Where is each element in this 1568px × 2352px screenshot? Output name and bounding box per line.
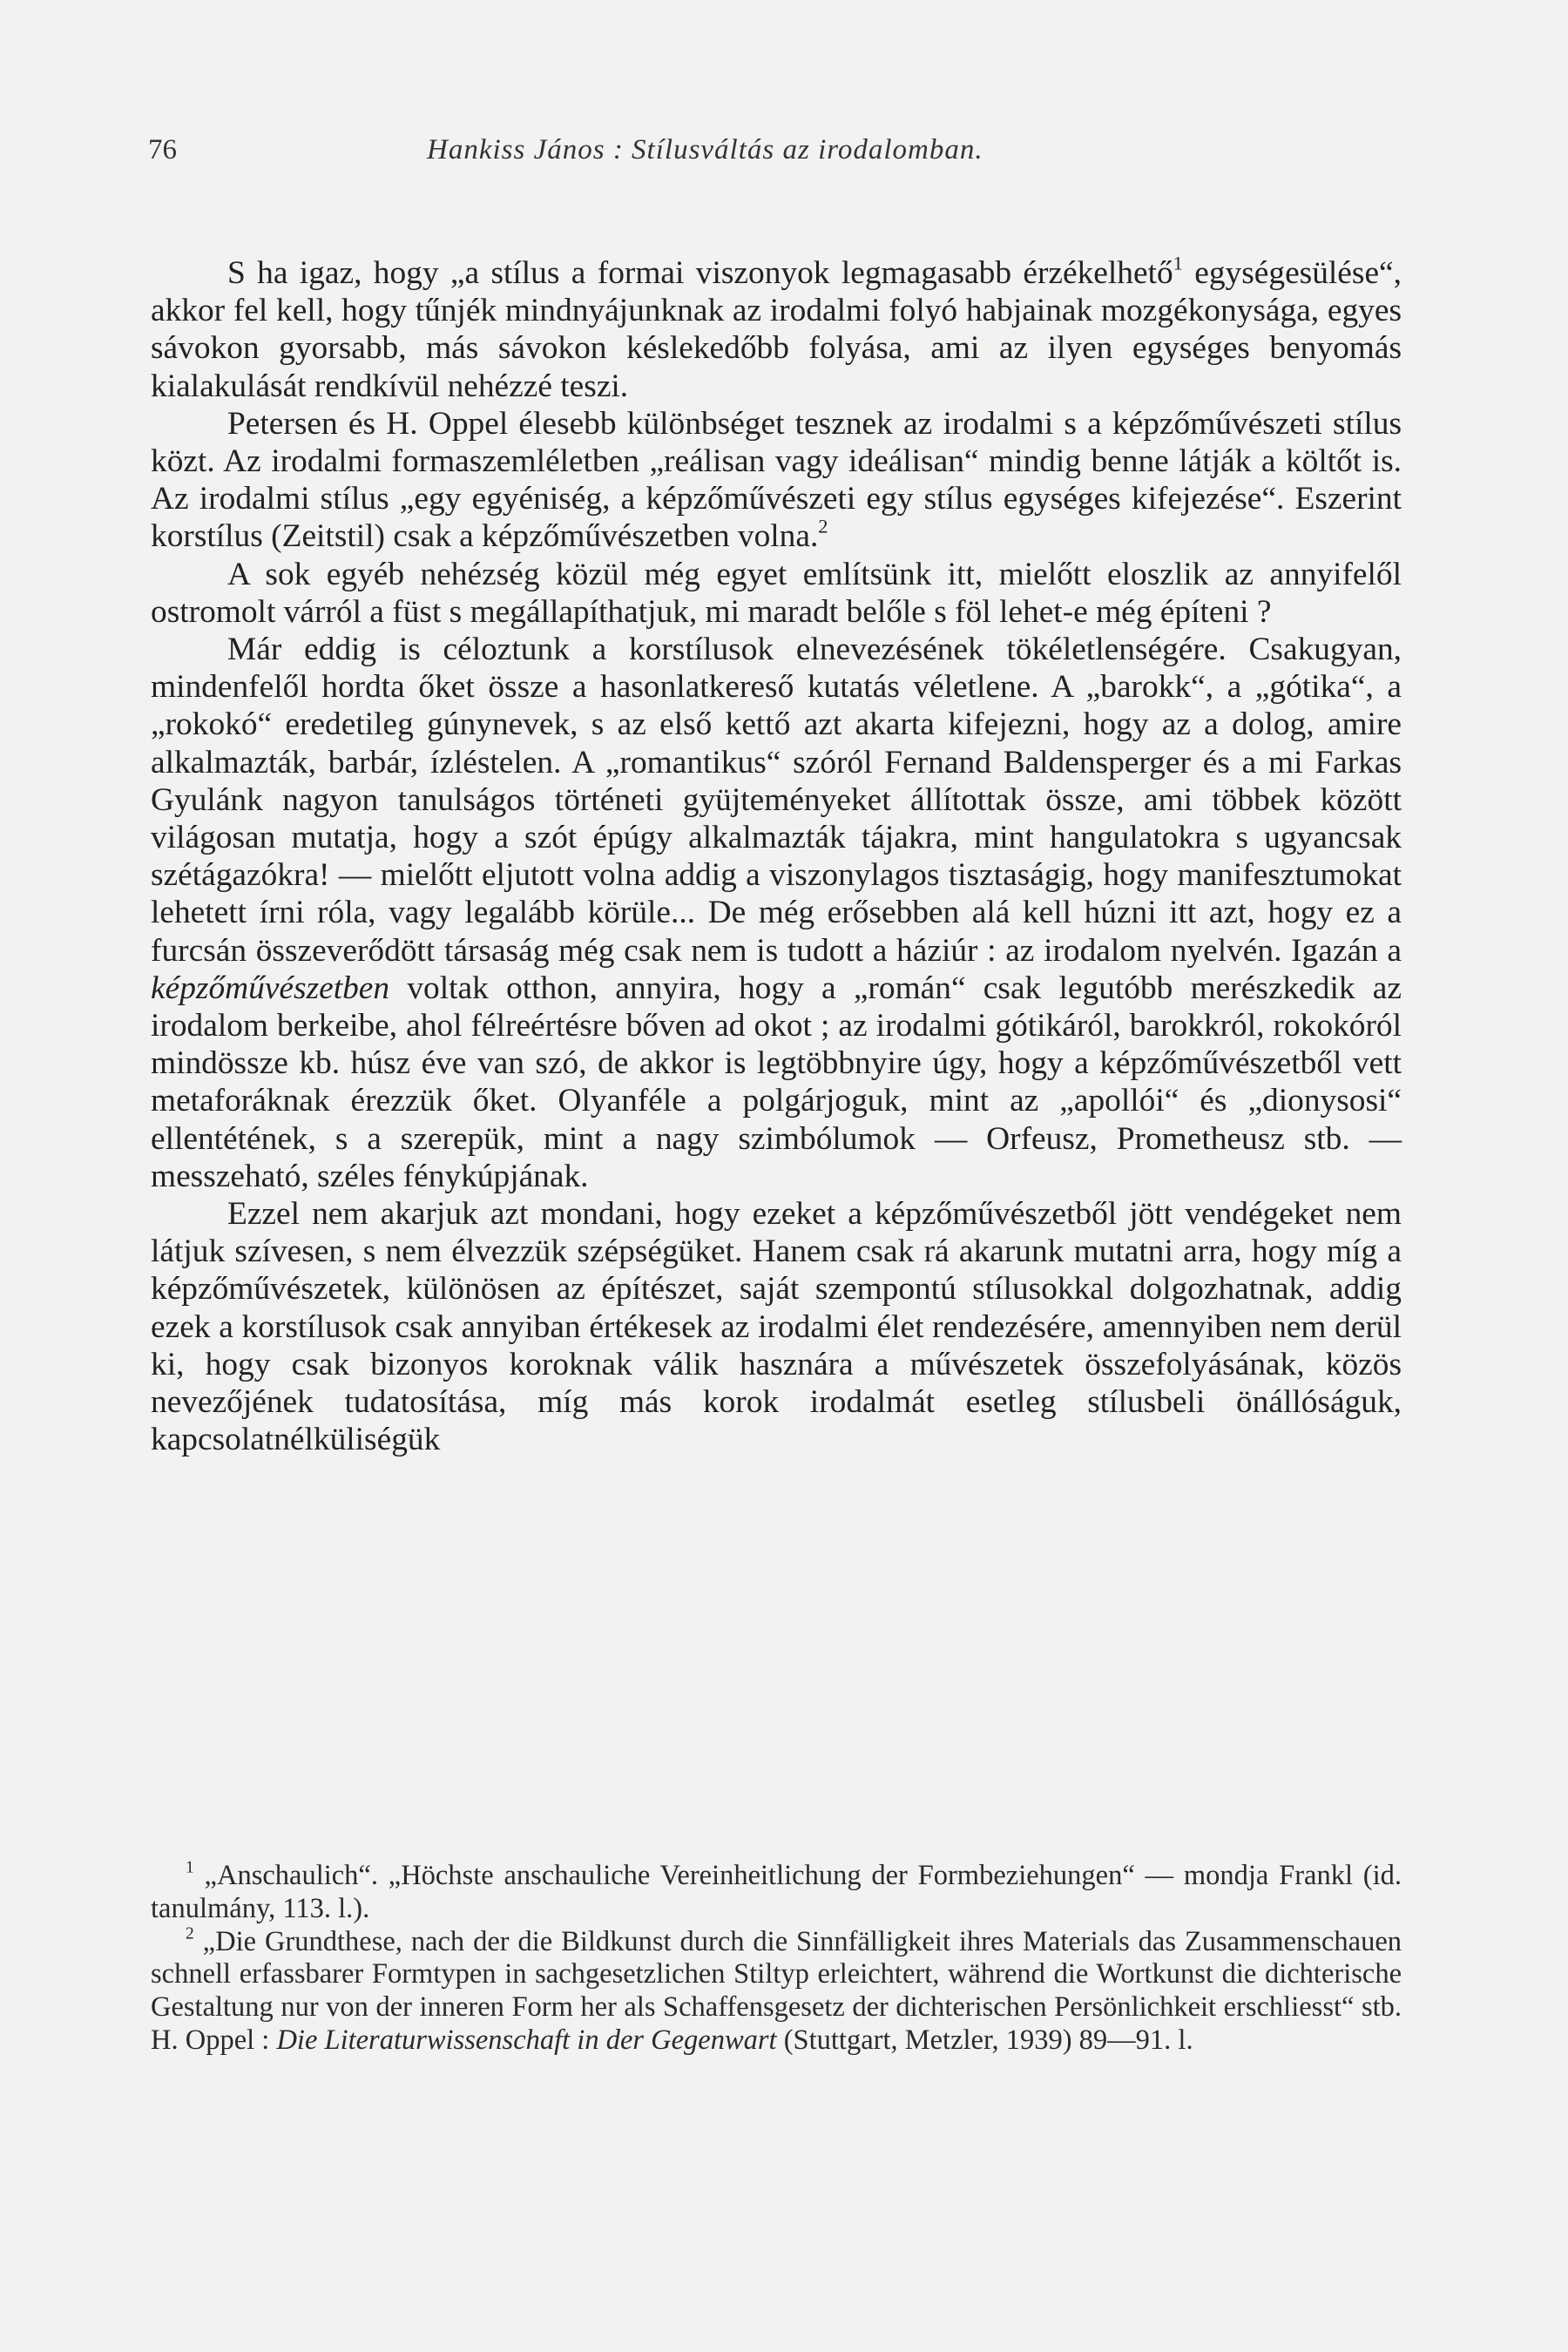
footnote-2 <box>151 1923 1402 2058</box>
paragraph-4 <box>151 631 1402 1195</box>
paragraph-4-part-a: Már eddig is céloztunk a korstílusok elnevezésének tökéletlenségére. Csakugyan, mindenfelől hordta őket össze a hasonlatkereső kutatás véletlene. A „barokk“, a „gótika“, a „rokokó“ eredetileg gúnynevek, s az első kettő azt akarta kifejezni, hogy az a dolog, amire alkalmazták, barbár, ízléstelen. A „romantikus“ szóról Fernand Baldensperger és a mi Farkas Gyulánk nagyon tanulságos történeti gyüjteményeket állítottak össze, ami többek között világosan mutatja, hogy a szót épúgy alkalmazták tájakra, mint hangulatokra s ugyancsak szétágazókra! — mielőtt eljutott volna addig a viszonylagos tisztaságig, hogy manifesztumokat lehetett írni róla, vagy legalább körüle... De még erősebben alá kell húzni itt azt, hogy ez a furcsán összeverődött társaság még csak nem is tudott a háziúr : az irodalom nyelvén. Igazán a <box>151 632 1402 969</box>
footnote-2-number: 2 <box>186 1923 194 1943</box>
main-text <box>151 254 1402 1459</box>
footnote-ref-2: 2 <box>818 515 828 537</box>
footnote-ref-1: 1 <box>1173 252 1183 274</box>
paragraph-1-part-a: S ha igaz, hogy „a stílus a formai viszonyok legmagasabb érzékelhető <box>227 255 1173 291</box>
page-number: 76 <box>148 134 177 166</box>
paragraph-1 <box>151 254 1402 405</box>
paragraph-3: A sok egyéb nehézség közül még egyet említsünk itt, mielőtt eloszlik az annyifelől ostromolt várról a füst s megállapíthatjuk, mi maradt belőle s föl lehet-e még építeni ? <box>151 556 1402 630</box>
paragraph-2 <box>151 405 1402 556</box>
footnote-1-text: „Anschaulich“. „Höchste anschauliche Vereinheitlichung der Formbeziehungen“ — mondja Frankl (id. tanulmány, 113. l.). <box>151 1860 1402 1924</box>
footnote-1 <box>151 1860 1402 1926</box>
paragraph-2-text: Petersen és H. Oppel élesebb különbséget tesznek az irodalmi s a képzőművészeti stílus közt. Az irodalmi formaszemléletben „reálisan vagy ideálisan“ mindig benne látják a költőt is. Az irodalmi stílus „egy egyéniség, a képzőművészeti egy stílus egységes kifejezése“. Eszerint korstílus (Zeitstil) csak a képzőművészetben volna. <box>151 405 1402 555</box>
footnotes <box>151 1860 1402 2058</box>
paragraph-4-emphasis: képzőművészetben <box>151 970 390 1006</box>
footnote-2-book-title: Die Literaturwissenschaft in der Gegenwart <box>276 2024 777 2056</box>
paragraph-5: Ezzel nem akarjuk azt mondani, hogy ezeket a képzőművészetből jött vendégeket nem látjuk szívesen, s nem élvezzük szépségüket. Hanem csak rá akarunk mutatni arra, hogy míg a képzőművészetek, különösen az építészet, saját szempontú stílusokkal dolgozhatnak, addig ezek a korstílusok csak annyiban értékesek az irodalmi élet rendezésére, amennyiben nem derül ki, hogy csak bizonyos koroknak válik hasznára a művészetek összefolyásának, közös nevezőjének tudatosítása, míg más korok irodalmát esetleg stílusbeli önállóságuk, kapcsolatnélküliségük <box>151 1196 1402 1458</box>
paragraph-4-part-b: voltak otthon, annyira, hogy a „román“ csak legutóbb merészkedik az irodalom berkeibe, ahol félreértésre bőven ad okot ; az irodalmi gótikáról, barokkról, rokokóról mindössze kb. húsz éve van szó, de akkor is legtöbbnyire úgy, hogy a képzőművészetből vett metaforáknak érezzük őket. Olyanféle a polgárjoguk, mint az „apollói“ és „dionysosi“ ellentétének, s a szerepük, mint a nagy szimbólumok — Orfeusz, Prometheusz stb. — messzeható, széles fénykúpjának. <box>151 970 1402 1194</box>
running-head <box>148 132 1402 167</box>
footnote-2-part-b: (Stuttgart, Metzler, 1939) 89—91. l. <box>776 2024 1193 2056</box>
running-title: Hankiss János : Stílusváltás az irodalomban. <box>427 134 983 166</box>
footnote-1-number: 1 <box>186 1858 194 1877</box>
footnote-2-part-a: „Die Grundthese, nach der die Bildkunst durch die Sinnfälligkeit ihres Materials das Zusammenschauen schnell erfassbarer Formtypen in sachgesetzlichen Stiltyp erleichtert, während die Wortkunst die dichterische Gestaltung nur von der inneren Form her als Schaffensgesetz der dichterischen Persönlichkeit erschliesst“ stb. H. Oppel : <box>151 1925 1402 2056</box>
paragraph-1-part-b: egységesülése“, akkor fel kell, hogy tűnjék mindnyájunknak az irodalmi folyó habjainak mozgékonysága, egyes sávokon gyorsabb, más sávokon késlekedőbb folyása, ami az ilyen egységes benyomás kialakulását rendkívül nehézzé teszi. <box>151 255 1402 404</box>
